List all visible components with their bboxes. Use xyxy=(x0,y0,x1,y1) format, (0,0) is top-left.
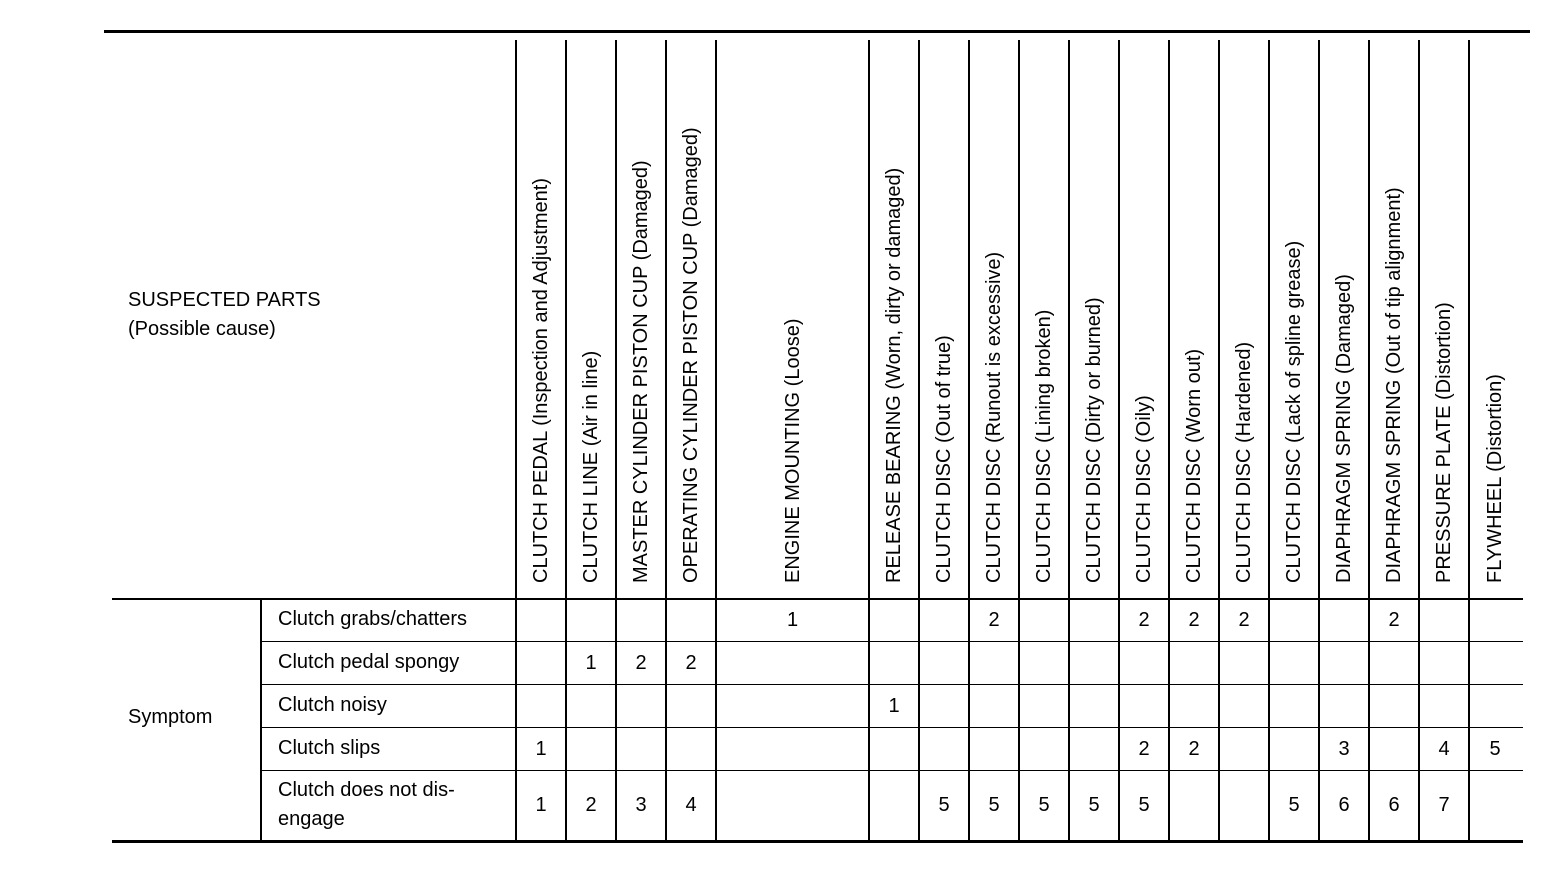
table-cell xyxy=(1469,696,1521,716)
column-divider xyxy=(715,40,717,840)
table-cell: 6 xyxy=(1338,794,1350,816)
table-cell xyxy=(1419,696,1469,716)
table-cell xyxy=(516,696,566,716)
table-cell xyxy=(716,696,869,716)
table-cell xyxy=(1169,696,1219,716)
table-cell xyxy=(969,739,1019,759)
table-cell: 2 xyxy=(988,608,1000,631)
table-cell: 1 xyxy=(786,608,799,631)
table-cell xyxy=(1369,739,1419,759)
column-header: CLUTCH DISC (Hardened) xyxy=(1233,341,1255,583)
table-cell: 1 xyxy=(585,651,597,674)
table-cell xyxy=(616,739,666,759)
column-header: CLUTCH LINE (Air in line) xyxy=(580,350,602,583)
table-cell: 4 xyxy=(685,794,697,816)
symptom-label: Clutch pedal spongy xyxy=(278,651,460,673)
table-cell: 2 xyxy=(1188,608,1200,631)
column-header: RELEASE BEARING (Worn, dirty or damaged) xyxy=(883,167,905,583)
table-cell: 3 xyxy=(635,794,647,816)
table-cell xyxy=(1219,795,1269,815)
table-cell xyxy=(1269,610,1319,630)
table-cell xyxy=(1219,696,1269,716)
table-cell xyxy=(919,653,969,673)
symptom-column-divider xyxy=(260,598,262,840)
symptom-label: Clutch grabs/chatters xyxy=(278,608,467,630)
column-divider xyxy=(1368,40,1370,840)
table-cell: 4 xyxy=(1438,737,1450,760)
table-cell: 1 xyxy=(535,794,547,816)
table-cell xyxy=(1019,696,1069,716)
table-cell xyxy=(516,653,566,673)
table-cell: 5 xyxy=(1038,794,1050,816)
column-header: DIAPHRAGM SPRING (Out of tip alignment) xyxy=(1383,187,1405,583)
table-cell xyxy=(869,610,919,630)
table-cell xyxy=(919,696,969,716)
column-header: CLUTCH DISC (Worn out) xyxy=(1183,348,1205,583)
top-rule xyxy=(104,30,1530,33)
table-cell: 5 xyxy=(938,794,950,816)
table-cell xyxy=(1219,739,1269,759)
possible-cause-label: (Possible cause) xyxy=(128,318,276,340)
table-cell xyxy=(1319,696,1369,716)
table-cell xyxy=(1319,610,1369,630)
table-cell xyxy=(919,739,969,759)
row-divider xyxy=(262,770,1523,771)
table-cell xyxy=(969,653,1019,673)
symptom-group-label: Symptom xyxy=(128,706,213,728)
table-cell xyxy=(716,653,869,673)
bottom-rule xyxy=(112,840,1523,843)
table-cell xyxy=(566,610,616,630)
table-cell: 5 xyxy=(1489,737,1501,760)
symptom-label: engage xyxy=(278,808,345,830)
table-cell xyxy=(1019,610,1069,630)
column-header: CLUTCH DISC (Dirty or burned) xyxy=(1083,297,1105,583)
column-divider xyxy=(968,40,970,840)
table-cell xyxy=(616,696,666,716)
table-cell xyxy=(1269,653,1319,673)
table-cell xyxy=(666,696,716,716)
table-cell xyxy=(1319,653,1369,673)
table-cell: 5 xyxy=(1138,794,1150,816)
table-cell xyxy=(1169,795,1219,815)
table-cell: 2 xyxy=(635,651,647,674)
table-cell xyxy=(1169,653,1219,673)
column-divider xyxy=(1468,40,1470,840)
symptom-label: Clutch does not dis- xyxy=(278,779,455,801)
column-header: OPERATING CYLINDER PISTON CUP (Damaged) xyxy=(680,127,702,583)
table-cell xyxy=(1419,653,1469,673)
table-cell: 7 xyxy=(1438,794,1450,816)
row-divider xyxy=(262,727,1523,728)
table-cell xyxy=(1369,653,1419,673)
table-cell: 2 xyxy=(685,651,697,674)
table-cell: 5 xyxy=(988,794,1000,816)
table-cell xyxy=(716,795,869,815)
column-header: MASTER CYLINDER PISTON CUP (Damaged) xyxy=(630,160,652,583)
table-cell: 1 xyxy=(888,694,900,717)
table-cell xyxy=(716,739,869,759)
table-cell: 2 xyxy=(585,794,597,816)
column-divider xyxy=(1218,40,1220,840)
table-cell xyxy=(919,610,969,630)
column-divider xyxy=(1018,40,1020,840)
column-header: CLUTCH PEDAL (Inspection and Adjustment) xyxy=(530,178,552,583)
column-header: CLUTCH DISC (Oily) xyxy=(1133,395,1155,583)
table-cell: 1 xyxy=(535,737,547,760)
table-cell xyxy=(969,696,1019,716)
table-cell xyxy=(1119,696,1169,716)
column-header: FLYWHEEL (Distortion) xyxy=(1484,374,1506,583)
column-header: ENGINE MOUNTING (Loose) xyxy=(781,318,804,583)
column-divider xyxy=(918,40,920,840)
table-cell: 2 xyxy=(1138,608,1150,631)
table-cell xyxy=(566,696,616,716)
table-cell xyxy=(1069,739,1119,759)
table-cell: 2 xyxy=(1188,737,1200,760)
table-cell xyxy=(1219,653,1269,673)
table-cell xyxy=(1469,653,1521,673)
table-cell: 2 xyxy=(1388,608,1400,631)
table-cell xyxy=(1269,696,1319,716)
table-cell: 6 xyxy=(1388,794,1400,816)
column-divider xyxy=(615,40,617,840)
column-divider xyxy=(565,40,567,840)
table-cell xyxy=(869,739,919,759)
row-divider xyxy=(262,684,1523,685)
table-cell xyxy=(1469,610,1521,630)
table-cell xyxy=(516,610,566,630)
table-cell xyxy=(666,739,716,759)
table-cell xyxy=(566,739,616,759)
table-cell xyxy=(616,610,666,630)
table-cell xyxy=(1019,653,1069,673)
column-header: CLUTCH DISC (Lining broken) xyxy=(1033,309,1055,583)
column-divider xyxy=(868,40,870,840)
column-divider xyxy=(665,40,667,840)
column-divider xyxy=(1318,40,1320,840)
table-cell: 2 xyxy=(1138,737,1150,760)
table-cell: 5 xyxy=(1288,794,1300,816)
table-cell xyxy=(1469,795,1521,815)
column-header: DIAPHRAGM SPRING (Damaged) xyxy=(1333,274,1355,583)
column-divider xyxy=(1268,40,1270,840)
column-header: CLUTCH DISC (Lack of spline grease) xyxy=(1283,240,1305,583)
symptom-label: Clutch slips xyxy=(278,737,381,759)
column-divider xyxy=(1168,40,1170,840)
table-cell: 5 xyxy=(1088,794,1100,816)
table-cell xyxy=(1119,653,1169,673)
table-cell xyxy=(1019,739,1069,759)
table-cell xyxy=(1069,653,1119,673)
header-divider xyxy=(112,598,1523,600)
table-cell xyxy=(1369,696,1419,716)
column-header: PRESSURE PLATE (Distortion) xyxy=(1433,302,1455,583)
row-divider xyxy=(262,641,1523,642)
table-cell xyxy=(1069,610,1119,630)
table-cell xyxy=(869,653,919,673)
column-divider xyxy=(1068,40,1070,840)
column-header: CLUTCH DISC (Runout is excessive) xyxy=(983,251,1005,583)
table-cell: 3 xyxy=(1338,737,1350,760)
table-cell: 2 xyxy=(1238,608,1250,631)
column-divider xyxy=(515,40,517,840)
symptom-label: Clutch noisy xyxy=(278,694,387,716)
table-cell xyxy=(869,795,919,815)
suspected-parts-label: SUSPECTED PARTS xyxy=(128,289,321,311)
column-header: CLUTCH DISC (Out of true) xyxy=(933,335,955,583)
column-divider xyxy=(1418,40,1420,840)
table-cell xyxy=(1269,739,1319,759)
column-divider xyxy=(1118,40,1120,840)
table-cell xyxy=(666,610,716,630)
table-cell xyxy=(1419,610,1469,630)
table-cell xyxy=(1069,696,1119,716)
